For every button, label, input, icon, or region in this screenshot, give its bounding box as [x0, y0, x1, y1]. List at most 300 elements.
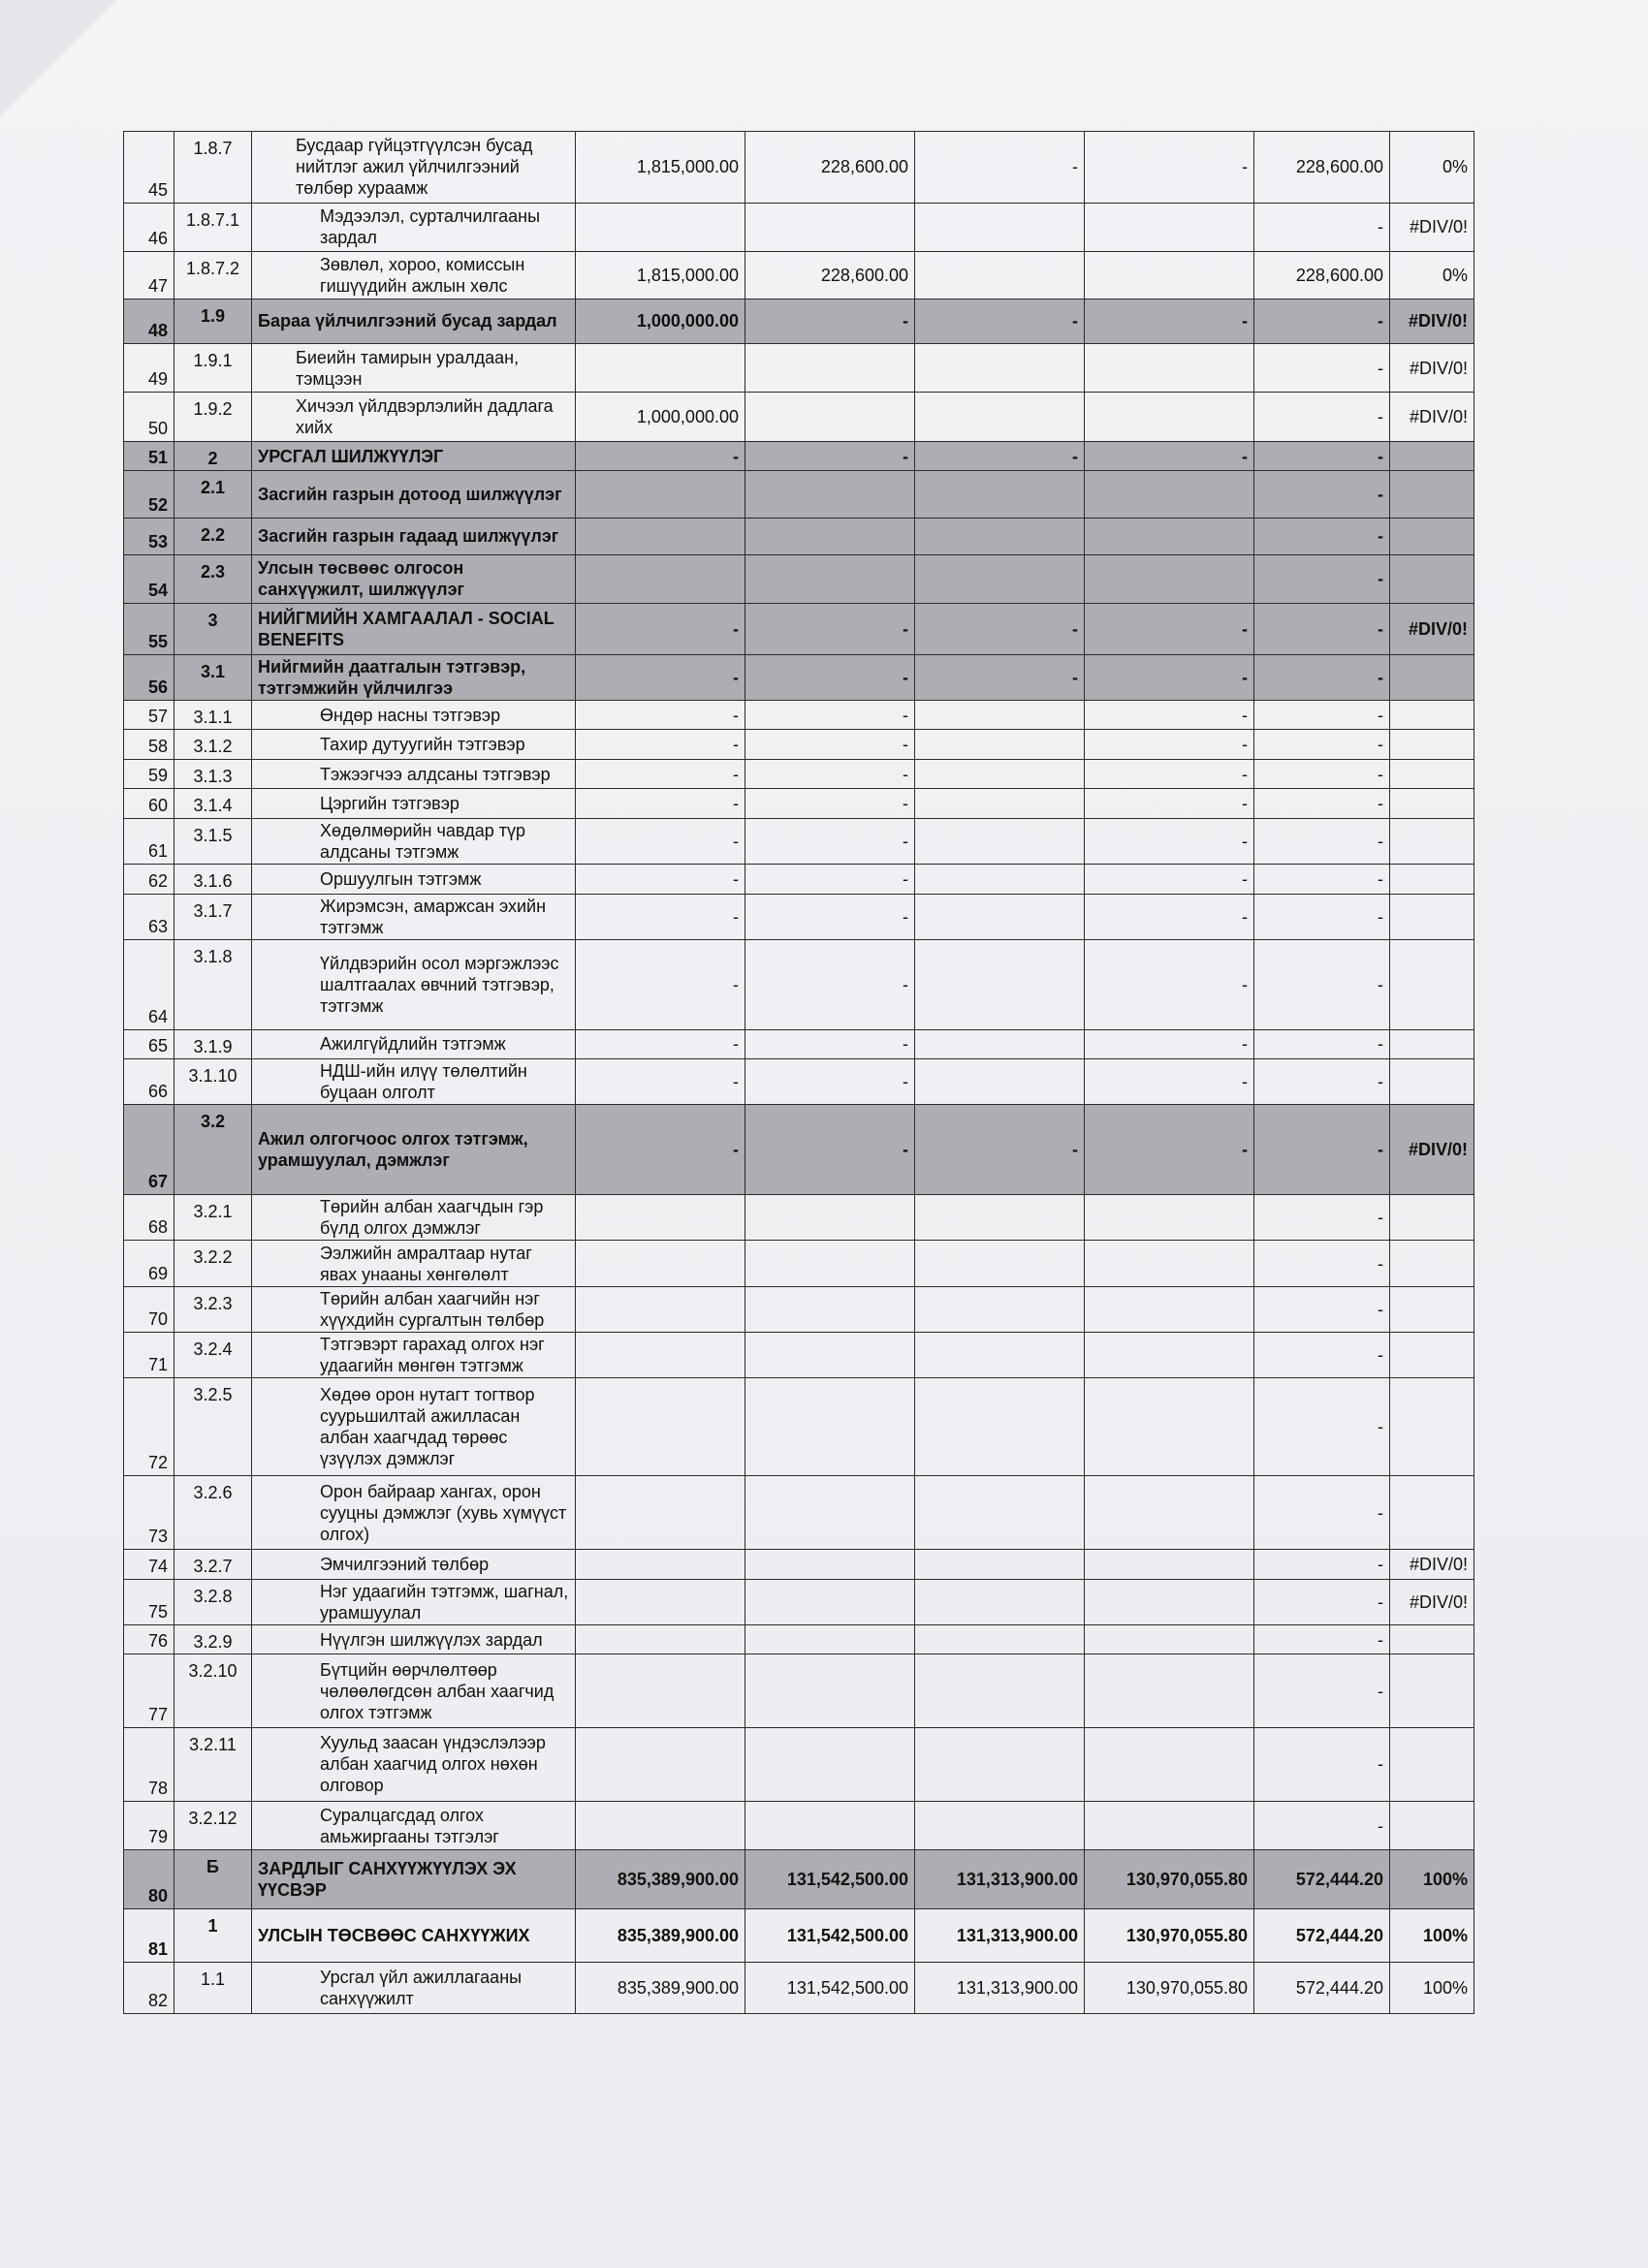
- actual-cell: -: [1085, 865, 1254, 895]
- financed-cell: [915, 343, 1085, 392]
- difference-cell: -: [1254, 1241, 1390, 1286]
- percent-cell: [1390, 1728, 1474, 1802]
- difference-cell: -: [1254, 730, 1390, 760]
- percent-cell: [1390, 1059, 1474, 1105]
- financed-cell: [915, 1059, 1085, 1105]
- percent-cell: 100%: [1390, 1850, 1474, 1909]
- annual-plan-cell: -: [576, 730, 745, 760]
- row-number-cell: 79: [124, 1801, 174, 1849]
- percent-cell: [1390, 1801, 1474, 1849]
- item-name-cell: Цэргийн тэтгэвэр: [252, 789, 576, 819]
- actual-cell: [1085, 252, 1254, 299]
- difference-cell: 228,600.00: [1254, 132, 1390, 204]
- difference-cell: 572,444.20: [1254, 1963, 1390, 2014]
- period-plan-cell: [745, 518, 915, 554]
- annual-plan-cell: -: [576, 654, 745, 700]
- item-code-cell: 3.2.5: [174, 1378, 252, 1476]
- item-code-cell: 3.1.1: [174, 700, 252, 730]
- annual-plan-cell: [576, 203, 745, 251]
- difference-cell: -: [1254, 554, 1390, 603]
- actual-cell: -: [1085, 441, 1254, 471]
- financed-cell: 131,313,900.00: [915, 1850, 1085, 1909]
- item-name-cell: УРСГАЛ ШИЛЖҮҮЛЭГ: [252, 441, 576, 471]
- percent-cell: [1390, 1624, 1474, 1654]
- financed-cell: [915, 1654, 1085, 1728]
- financed-cell: 131,313,900.00: [915, 1909, 1085, 1963]
- actual-cell: [1085, 1378, 1254, 1476]
- financed-cell: [915, 1728, 1085, 1802]
- item-name-cell: Засгийн газрын дотоод шилжүүлэг: [252, 471, 576, 518]
- actual-cell: -: [1085, 818, 1254, 864]
- financed-cell: [915, 865, 1085, 895]
- difference-cell: -: [1254, 203, 1390, 251]
- percent-cell: [1390, 789, 1474, 819]
- item-name-cell: Бусдаар гүйцэтгүүлсэн бусад нийтлэг ажил үйлчилгээний төлбөр хураамж: [252, 132, 576, 204]
- actual-cell: [1085, 554, 1254, 603]
- row-number-cell: 66: [124, 1059, 174, 1105]
- row-number-cell: 76: [124, 1624, 174, 1654]
- financed-cell: [915, 818, 1085, 864]
- annual-plan-cell: [576, 1195, 745, 1241]
- annual-plan-cell: -: [576, 818, 745, 864]
- actual-cell: 130,970,055.80: [1085, 1909, 1254, 1963]
- table-row: [124, 1963, 1474, 2014]
- period-plan-cell: [745, 554, 915, 603]
- item-name-cell: Эмчилгээний төлбөр: [252, 1550, 576, 1580]
- difference-cell: -: [1254, 894, 1390, 939]
- percent-cell: [1390, 654, 1474, 700]
- difference-cell: -: [1254, 940, 1390, 1030]
- table-row: [124, 789, 1474, 819]
- table-row: [124, 1654, 1474, 1728]
- difference-cell: -: [1254, 1105, 1390, 1195]
- difference-cell: -: [1254, 441, 1390, 471]
- period-plan-cell: -: [745, 654, 915, 700]
- annual-plan-cell: -: [576, 1029, 745, 1059]
- annual-plan-cell: -: [576, 441, 745, 471]
- annual-plan-cell: [576, 1286, 745, 1332]
- item-code-cell: 3.2.6: [174, 1476, 252, 1550]
- annual-plan-cell: -: [576, 865, 745, 895]
- item-code-cell: 1.9.1: [174, 343, 252, 392]
- annual-plan-cell: -: [576, 789, 745, 819]
- difference-cell: -: [1254, 1654, 1390, 1728]
- period-plan-cell: -: [745, 818, 915, 864]
- annual-plan-cell: -: [576, 894, 745, 939]
- item-code-cell: 3.2.10: [174, 1654, 252, 1728]
- item-name-cell: НДШ-ийн илүү төлөлтийн буцаан олголт: [252, 1059, 576, 1105]
- annual-plan-cell: -: [576, 603, 745, 654]
- row-number-cell: 74: [124, 1550, 174, 1580]
- period-plan-cell: 131,542,500.00: [745, 1850, 915, 1909]
- annual-plan-cell: 835,389,900.00: [576, 1850, 745, 1909]
- item-name-cell: Хөдөө орон нутагт тогтвор суурьшилтай ажилласан албан хаагчдад төрөөс үзүүлэх дэмжлэг: [252, 1378, 576, 1476]
- item-name-cell: ЗАРДЛЫГ САНХҮҮЖҮҮЛЭХ ЭХ ҮҮСВЭР: [252, 1850, 576, 1909]
- annual-plan-cell: 835,389,900.00: [576, 1909, 745, 1963]
- period-plan-cell: [745, 1286, 915, 1332]
- financed-cell: [915, 1241, 1085, 1286]
- item-name-cell: Төрийн албан хаагчдын гэр бүлд олгох дэмжлэг: [252, 1195, 576, 1241]
- annual-plan-cell: [576, 1801, 745, 1849]
- difference-cell: -: [1254, 471, 1390, 518]
- row-number-cell: 58: [124, 730, 174, 760]
- financed-cell: -: [915, 299, 1085, 343]
- item-code-cell: 3.2.7: [174, 1550, 252, 1580]
- item-code-cell: 1.8.7: [174, 132, 252, 204]
- period-plan-cell: -: [745, 603, 915, 654]
- period-plan-cell: [745, 471, 915, 518]
- table-row: [124, 1801, 1474, 1849]
- difference-cell: 228,600.00: [1254, 252, 1390, 299]
- percent-cell: [1390, 894, 1474, 939]
- actual-cell: [1085, 1476, 1254, 1550]
- difference-cell: -: [1254, 1550, 1390, 1580]
- percent-cell: [1390, 1286, 1474, 1332]
- period-plan-cell: -: [745, 1059, 915, 1105]
- item-name-cell: Тэжээгчээ алдсаны тэтгэвэр: [252, 759, 576, 789]
- table-row: [124, 471, 1474, 518]
- period-plan-cell: 131,542,500.00: [745, 1909, 915, 1963]
- difference-cell: -: [1254, 759, 1390, 789]
- item-name-cell: НИЙГМИЙН ХАМГААЛАЛ - SOCIAL BENEFITS: [252, 603, 576, 654]
- item-code-cell: 3.1: [174, 654, 252, 700]
- period-plan-cell: -: [745, 441, 915, 471]
- actual-cell: [1085, 1624, 1254, 1654]
- row-number-cell: 45: [124, 132, 174, 204]
- financed-cell: -: [915, 1105, 1085, 1195]
- percent-cell: [1390, 1029, 1474, 1059]
- difference-cell: -: [1254, 818, 1390, 864]
- row-number-cell: 62: [124, 865, 174, 895]
- table-row: [124, 441, 1474, 471]
- difference-cell: -: [1254, 518, 1390, 554]
- difference-cell: -: [1254, 1579, 1390, 1624]
- period-plan-cell: -: [745, 789, 915, 819]
- table-row: [124, 203, 1474, 251]
- percent-cell: [1390, 554, 1474, 603]
- percent-cell: [1390, 700, 1474, 730]
- annual-plan-cell: -: [576, 1105, 745, 1195]
- actual-cell: [1085, 1241, 1254, 1286]
- table-row: [124, 1286, 1474, 1332]
- table-row: [124, 1333, 1474, 1378]
- table-row: [124, 603, 1474, 654]
- financed-cell: [915, 1286, 1085, 1332]
- item-name-cell: Ээлжийн амралтаар нутаг явах унааны хөнгөлөлт: [252, 1241, 576, 1286]
- actual-cell: -: [1085, 1105, 1254, 1195]
- row-number-cell: 67: [124, 1105, 174, 1195]
- period-plan-cell: [745, 203, 915, 251]
- difference-cell: 572,444.20: [1254, 1909, 1390, 1963]
- row-number-cell: 65: [124, 1029, 174, 1059]
- annual-plan-cell: 835,389,900.00: [576, 1963, 745, 2014]
- item-code-cell: 3.2.3: [174, 1286, 252, 1332]
- difference-cell: -: [1254, 789, 1390, 819]
- actual-cell: -: [1085, 299, 1254, 343]
- item-code-cell: 2.2: [174, 518, 252, 554]
- actual-cell: [1085, 1579, 1254, 1624]
- actual-cell: -: [1085, 603, 1254, 654]
- difference-cell: -: [1254, 700, 1390, 730]
- annual-plan-cell: [576, 1654, 745, 1728]
- period-plan-cell: -: [745, 730, 915, 760]
- actual-cell: [1085, 203, 1254, 251]
- table-row: [124, 654, 1474, 700]
- table-row: [124, 1550, 1474, 1580]
- table-row: [124, 1059, 1474, 1105]
- annual-plan-cell: 1,000,000.00: [576, 299, 745, 343]
- actual-cell: -: [1085, 700, 1254, 730]
- item-code-cell: 3: [174, 603, 252, 654]
- percent-cell: 0%: [1390, 132, 1474, 204]
- annual-plan-cell: [576, 1624, 745, 1654]
- item-code-cell: 3.1.10: [174, 1059, 252, 1105]
- actual-cell: -: [1085, 132, 1254, 204]
- difference-cell: -: [1254, 603, 1390, 654]
- financed-cell: [915, 730, 1085, 760]
- annual-plan-cell: -: [576, 759, 745, 789]
- row-number-cell: 72: [124, 1378, 174, 1476]
- table-row: [124, 1195, 1474, 1241]
- table-row: [124, 132, 1474, 204]
- percent-cell: #DIV/0!: [1390, 1105, 1474, 1195]
- period-plan-cell: -: [745, 1105, 915, 1195]
- financed-cell: [915, 1624, 1085, 1654]
- financed-cell: [915, 554, 1085, 603]
- row-number-cell: 77: [124, 1654, 174, 1728]
- percent-cell: [1390, 518, 1474, 554]
- actual-cell: [1085, 343, 1254, 392]
- table-row: [124, 299, 1474, 343]
- row-number-cell: 64: [124, 940, 174, 1030]
- period-plan-cell: [745, 1333, 915, 1378]
- row-number-cell: 82: [124, 1963, 174, 2014]
- item-name-cell: Нүүлгэн шилжүүлэх зардал: [252, 1624, 576, 1654]
- item-code-cell: 3.1.6: [174, 865, 252, 895]
- financed-cell: -: [915, 441, 1085, 471]
- row-number-cell: 46: [124, 203, 174, 251]
- actual-cell: -: [1085, 759, 1254, 789]
- item-name-cell: Урсгал үйл ажиллагааны санхүүжилт: [252, 1963, 576, 2014]
- difference-cell: -: [1254, 1286, 1390, 1332]
- financed-cell: [915, 252, 1085, 299]
- item-name-cell: Бараа үйлчилгээний бусад зардал: [252, 299, 576, 343]
- item-code-cell: 3.2.8: [174, 1579, 252, 1624]
- actual-cell: [1085, 471, 1254, 518]
- annual-plan-cell: 1,815,000.00: [576, 132, 745, 204]
- item-name-cell: УЛСЫН ТӨСВӨӨС САНХҮҮЖИХ: [252, 1909, 576, 1963]
- difference-cell: -: [1254, 1801, 1390, 1849]
- row-number-cell: 52: [124, 471, 174, 518]
- item-code-cell: 3.1.2: [174, 730, 252, 760]
- item-name-cell: Үйлдвэрийн осол мэргэжлээс шалтгаалах өвчний тэтгэвэр, тэтгэмж: [252, 940, 576, 1030]
- financed-cell: [915, 759, 1085, 789]
- actual-cell: -: [1085, 730, 1254, 760]
- actual-cell: -: [1085, 894, 1254, 939]
- percent-cell: #DIV/0!: [1390, 1550, 1474, 1580]
- item-code-cell: 2: [174, 441, 252, 471]
- period-plan-cell: [745, 393, 915, 441]
- actual-cell: 130,970,055.80: [1085, 1850, 1254, 1909]
- difference-cell: -: [1254, 393, 1390, 441]
- row-number-cell: 78: [124, 1728, 174, 1802]
- percent-cell: 0%: [1390, 252, 1474, 299]
- item-name-cell: Оршуулгын тэтгэмж: [252, 865, 576, 895]
- item-code-cell: 2.1: [174, 471, 252, 518]
- table-row: [124, 518, 1474, 554]
- financed-cell: -: [915, 132, 1085, 204]
- financed-cell: [915, 393, 1085, 441]
- item-name-cell: Бүтцийн өөрчлөлтөөр чөлөөлөгдсөн албан хаагчид олгох тэтгэмж: [252, 1654, 576, 1728]
- item-name-cell: Тахир дутуугийн тэтгэвэр: [252, 730, 576, 760]
- period-plan-cell: -: [745, 940, 915, 1030]
- actual-cell: 130,970,055.80: [1085, 1963, 1254, 2014]
- item-code-cell: 3.1.3: [174, 759, 252, 789]
- item-code-cell: 3.2.2: [174, 1241, 252, 1286]
- period-plan-cell: -: [745, 700, 915, 730]
- period-plan-cell: [745, 1579, 915, 1624]
- item-code-cell: 3.1.5: [174, 818, 252, 864]
- item-name-cell: Төрийн албан хаагчийн нэг хүүхдийн сургалтын төлбөр: [252, 1286, 576, 1332]
- table-row: [124, 759, 1474, 789]
- item-code-cell: 3.1.7: [174, 894, 252, 939]
- item-code-cell: 3.2.4: [174, 1333, 252, 1378]
- period-plan-cell: [745, 1550, 915, 1580]
- item-code-cell: Б: [174, 1850, 252, 1909]
- percent-cell: [1390, 1195, 1474, 1241]
- actual-cell: -: [1085, 789, 1254, 819]
- table-row: [124, 1728, 1474, 1802]
- folded-corner: [0, 0, 116, 116]
- period-plan-cell: [745, 343, 915, 392]
- difference-cell: -: [1254, 1059, 1390, 1105]
- row-number-cell: 54: [124, 554, 174, 603]
- period-plan-cell: [745, 1195, 915, 1241]
- financed-cell: [915, 1550, 1085, 1580]
- row-number-cell: 70: [124, 1286, 174, 1332]
- actual-cell: [1085, 1801, 1254, 1849]
- period-plan-cell: -: [745, 865, 915, 895]
- table-row: [124, 1850, 1474, 1909]
- table-row: [124, 252, 1474, 299]
- annual-plan-cell: -: [576, 940, 745, 1030]
- period-plan-cell: -: [745, 759, 915, 789]
- actual-cell: [1085, 1550, 1254, 1580]
- item-name-cell: Засгийн газрын гадаад шилжүүлэг: [252, 518, 576, 554]
- table-body: [124, 132, 1474, 2014]
- table-row: [124, 393, 1474, 441]
- percent-cell: [1390, 471, 1474, 518]
- row-number-cell: 61: [124, 818, 174, 864]
- item-name-cell: Хөдөлмөрийн чавдар түр алдсаны тэтгэмж: [252, 818, 576, 864]
- period-plan-cell: [745, 1801, 915, 1849]
- row-number-cell: 59: [124, 759, 174, 789]
- percent-cell: [1390, 818, 1474, 864]
- annual-plan-cell: [576, 554, 745, 603]
- percent-cell: [1390, 1378, 1474, 1476]
- row-number-cell: 81: [124, 1909, 174, 1963]
- financed-cell: [915, 700, 1085, 730]
- item-code-cell: 1: [174, 1909, 252, 1963]
- actual-cell: -: [1085, 654, 1254, 700]
- percent-cell: [1390, 441, 1474, 471]
- period-plan-cell: [745, 1624, 915, 1654]
- item-name-cell: Тэтгэвэрт гарахад олгох нэг удаагийн мөнгөн тэтгэмж: [252, 1333, 576, 1378]
- row-number-cell: 49: [124, 343, 174, 392]
- row-number-cell: 55: [124, 603, 174, 654]
- period-plan-cell: [745, 1378, 915, 1476]
- percent-cell: [1390, 730, 1474, 760]
- row-number-cell: 56: [124, 654, 174, 700]
- percent-cell: #DIV/0!: [1390, 603, 1474, 654]
- annual-plan-cell: [576, 1333, 745, 1378]
- percent-cell: [1390, 1241, 1474, 1286]
- row-number-cell: 71: [124, 1333, 174, 1378]
- annual-plan-cell: [576, 1728, 745, 1802]
- row-number-cell: 69: [124, 1241, 174, 1286]
- item-name-cell: Суралцагсдад олгох амьжиргааны тэтгэлэг: [252, 1801, 576, 1849]
- actual-cell: [1085, 518, 1254, 554]
- table-row: [124, 730, 1474, 760]
- row-number-cell: 53: [124, 518, 174, 554]
- item-code-cell: 1.9.2: [174, 393, 252, 441]
- difference-cell: -: [1254, 1195, 1390, 1241]
- annual-plan-cell: [576, 1550, 745, 1580]
- percent-cell: [1390, 865, 1474, 895]
- item-code-cell: 3.2.11: [174, 1728, 252, 1802]
- actual-cell: [1085, 1286, 1254, 1332]
- table-row: [124, 865, 1474, 895]
- item-name-cell: Зөвлөл, хороо, комиссын гишүүдийн ажлын хөлс: [252, 252, 576, 299]
- row-number-cell: 63: [124, 894, 174, 939]
- financed-cell: [915, 789, 1085, 819]
- item-code-cell: 1.8.7.2: [174, 252, 252, 299]
- table-row: [124, 1378, 1474, 1476]
- difference-cell: 572,444.20: [1254, 1850, 1390, 1909]
- item-name-cell: Өндөр насны тэтгэвэр: [252, 700, 576, 730]
- period-plan-cell: -: [745, 1029, 915, 1059]
- difference-cell: -: [1254, 865, 1390, 895]
- financed-cell: 131,313,900.00: [915, 1963, 1085, 2014]
- item-name-cell: Орон байраар хангах, орон сууцны дэмжлэг (хувь хүмүүст олгох): [252, 1476, 576, 1550]
- item-code-cell: 1.8.7.1: [174, 203, 252, 251]
- annual-plan-cell: [576, 1378, 745, 1476]
- budget-table: [123, 131, 1474, 2014]
- item-code-cell: 3.1.8: [174, 940, 252, 1030]
- table-row: [124, 940, 1474, 1030]
- percent-cell: [1390, 1333, 1474, 1378]
- table-row: [124, 818, 1474, 864]
- row-number-cell: 75: [124, 1579, 174, 1624]
- table-row: [124, 894, 1474, 939]
- item-code-cell: 2.3: [174, 554, 252, 603]
- actual-cell: [1085, 1728, 1254, 1802]
- percent-cell: 100%: [1390, 1909, 1474, 1963]
- percent-cell: #DIV/0!: [1390, 343, 1474, 392]
- row-number-cell: 51: [124, 441, 174, 471]
- annual-plan-cell: [576, 471, 745, 518]
- item-code-cell: 1.9: [174, 299, 252, 343]
- percent-cell: [1390, 1476, 1474, 1550]
- period-plan-cell: [745, 1654, 915, 1728]
- percent-cell: [1390, 1654, 1474, 1728]
- table-row: [124, 700, 1474, 730]
- difference-cell: -: [1254, 343, 1390, 392]
- period-plan-cell: -: [745, 894, 915, 939]
- percent-cell: 100%: [1390, 1963, 1474, 2014]
- item-name-cell: Ажилгүйдлийн тэтгэмж: [252, 1029, 576, 1059]
- annual-plan-cell: [576, 1241, 745, 1286]
